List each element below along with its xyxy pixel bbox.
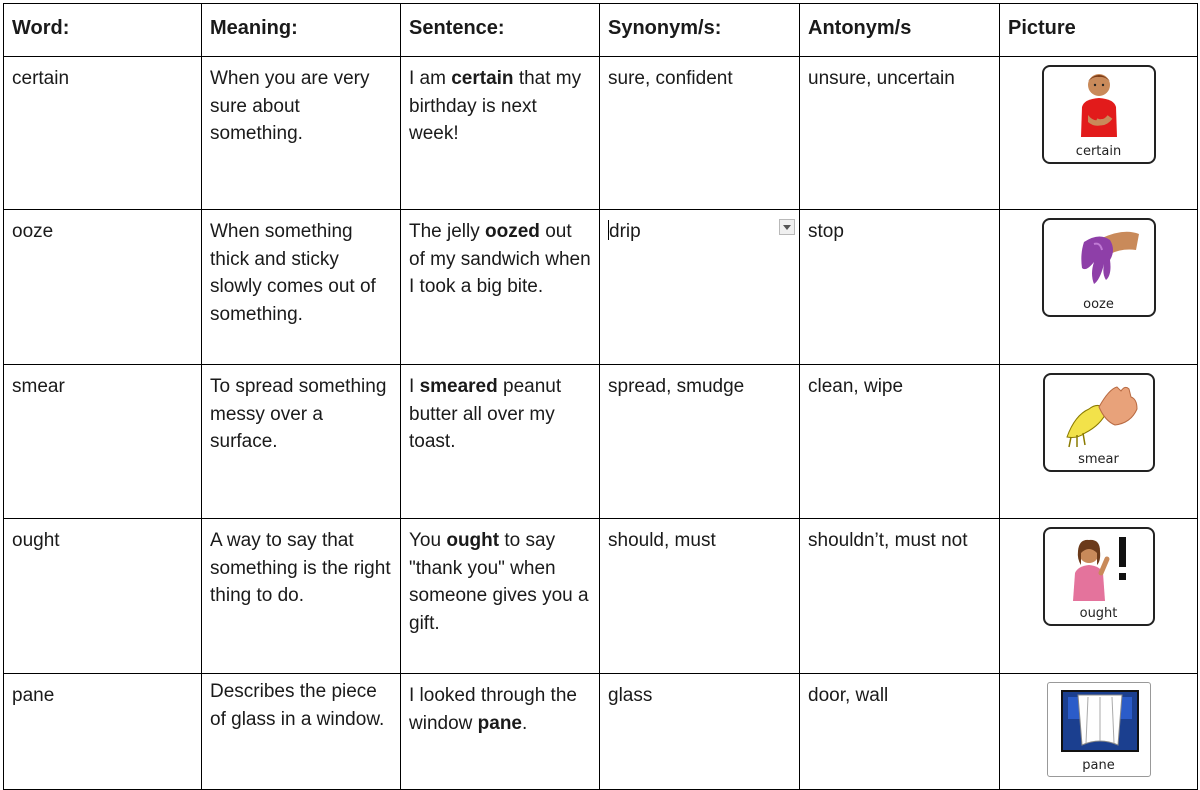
picture-cell [1000, 519, 1198, 674]
symbol-label: ought [1079, 606, 1118, 621]
smear-symbol-card [1043, 373, 1155, 472]
certain-person-icon [1044, 67, 1154, 147]
meaning-cell[interactable]: To spread something messy over a surface. [202, 365, 401, 519]
table-row [4, 519, 1198, 674]
symbol-label: ooze [1083, 297, 1114, 312]
sentence-text: I am [409, 68, 452, 89]
sentence-text: The jelly [409, 221, 486, 242]
sentence-keyword: certain [451, 68, 514, 89]
sentence-cell[interactable] [401, 210, 600, 365]
synonyms-cell-active[interactable] [600, 210, 800, 365]
symbol-label: pane [1082, 758, 1115, 773]
sentence-keyword: oozed [485, 221, 540, 242]
antonyms-cell[interactable]: stop [800, 210, 1000, 365]
header-row [4, 4, 1198, 57]
synonyms-cell[interactable]: should, must [600, 519, 800, 674]
sentence-keyword: pane [477, 712, 523, 734]
word-cell[interactable]: certain [4, 57, 202, 210]
sentence-cell[interactable] [401, 519, 600, 674]
meaning-cell[interactable]: Describes the piece of glass in a window. [202, 674, 401, 790]
header-sentence: Sentence: [401, 4, 600, 57]
symbol-label: smear [1078, 452, 1119, 467]
header-word: Word: [4, 4, 202, 57]
table-row [4, 365, 1198, 519]
word-cell[interactable]: pane [4, 674, 202, 790]
smear-glove-icon [1045, 375, 1155, 455]
table-row [4, 57, 1198, 210]
meaning-cell[interactable]: When you are very sure about something. [202, 57, 401, 210]
header-synonyms: Synonym/s: [600, 4, 800, 57]
word-cell[interactable]: ought [4, 519, 202, 674]
pane-symbol-card [1047, 682, 1151, 777]
synonyms-cell[interactable]: spread, smudge [600, 365, 800, 519]
sentence-text: I [409, 376, 420, 397]
sentence-text: . [522, 712, 528, 734]
ought-symbol-card [1043, 527, 1155, 626]
antonyms-cell[interactable]: door, wall [800, 674, 1000, 790]
sentence-text: that my birthday is next week! [409, 68, 582, 144]
header-picture: Picture [1000, 4, 1198, 57]
meaning-cell[interactable]: When something thick and sticky slowly comes out of something. [202, 210, 401, 365]
sentence-text: to say "thank you" when someone gives you a gift. [409, 530, 589, 634]
sentence-keyword: ought [446, 530, 500, 551]
sentence-text: You [409, 530, 447, 551]
antonyms-cell[interactable]: clean, wipe [800, 365, 1000, 519]
sentence-cell[interactable] [401, 57, 600, 210]
synonyms-value[interactable]: drip [609, 221, 641, 242]
sentence-text: out of my sandwich when I took a big bite. [409, 221, 591, 297]
symbol-label: certain [1075, 144, 1122, 159]
word-cell[interactable]: smear [4, 365, 202, 519]
window-pane-icon [1048, 683, 1152, 758]
vocabulary-table [3, 3, 1198, 790]
picture-cell [1000, 674, 1198, 790]
antonyms-cell[interactable]: shouldn’t, must not [800, 519, 1000, 674]
picture-cell [1000, 210, 1198, 365]
ooze-hand-icon [1044, 220, 1154, 300]
picture-cell [1000, 57, 1198, 210]
synonyms-cell[interactable]: sure, confident [600, 57, 800, 210]
table-row [4, 674, 1198, 790]
sentence-text: I looked through the window [409, 685, 577, 734]
word-cell[interactable]: ooze [4, 210, 202, 365]
sentence-cell[interactable] [401, 365, 600, 519]
certain-symbol-card [1042, 65, 1156, 164]
header-antonyms: Antonym/s [800, 4, 1000, 57]
sentence-text: peanut butter all over my toast. [409, 376, 562, 452]
sentence-keyword: smeared [419, 376, 498, 397]
antonyms-cell[interactable]: unsure, uncertain [800, 57, 1000, 210]
ooze-symbol-card [1042, 218, 1156, 317]
table-row [4, 210, 1198, 365]
picture-cell [1000, 365, 1198, 519]
header-meaning: Meaning: [202, 4, 401, 57]
meaning-cell[interactable]: A way to say that something is the right thing to do. [202, 519, 401, 674]
sentence-cell[interactable] [401, 674, 600, 790]
synonyms-cell[interactable]: glass [600, 674, 800, 790]
ought-person-icon [1045, 529, 1155, 609]
dropdown-arrow-icon[interactable] [779, 219, 795, 235]
